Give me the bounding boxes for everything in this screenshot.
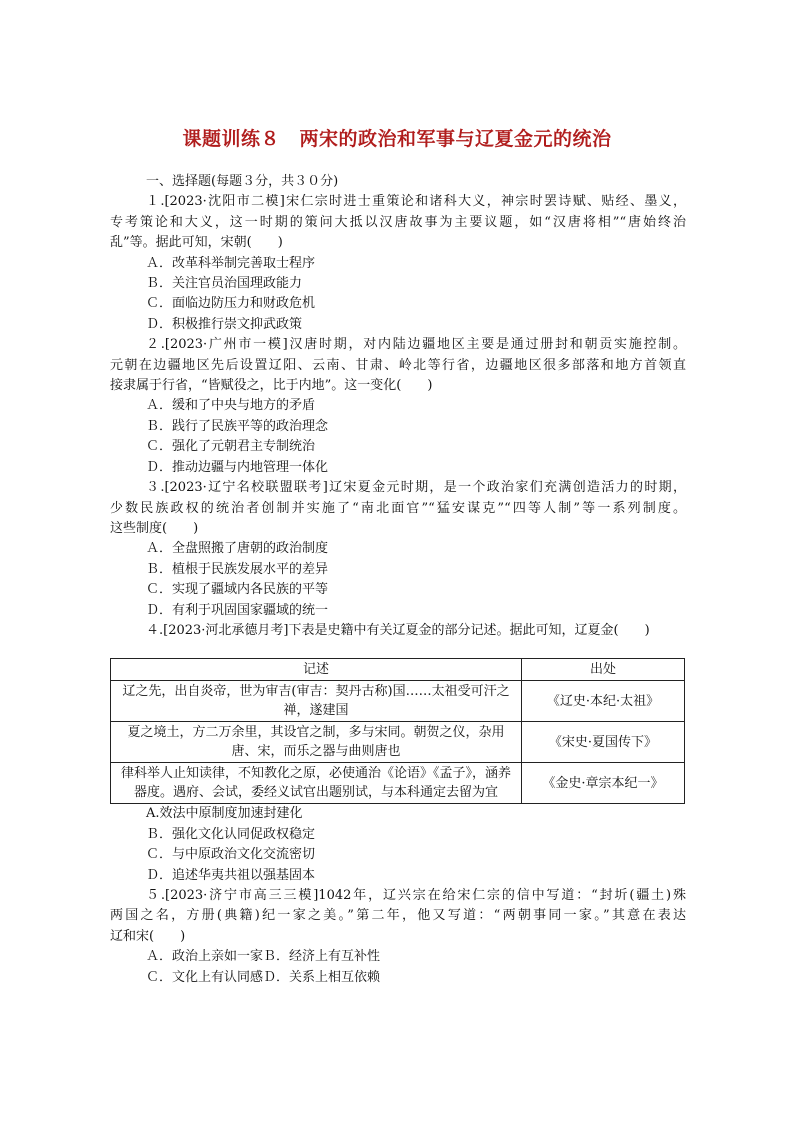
answer-option-b: Ｂ．践行了民族平等的政治理念 xyxy=(146,418,329,434)
answer-options-cd: Ｃ．文化上有认同感Ｄ．关系上相互依赖 xyxy=(146,969,381,985)
answer-options-ab: Ａ．政治上亲如一家Ｂ．经济上有互补性 xyxy=(146,949,381,965)
table-cell-source: 《金史·章宗本纪一》 xyxy=(522,763,685,804)
answer-option-d: Ｄ．有利于巩固国家疆域的统一 xyxy=(146,602,329,618)
answer-option-b: Ｂ．关注官员治国理政能力 xyxy=(146,276,303,292)
table-cell-description: 夏之境土，方二万余里，其设官之制，多与宋同。朝贺之仪，杂用唐、宋，而乐之器与曲则唐也 xyxy=(111,722,522,763)
table-cell-description: 辽之先，出自炎帝，世为审吉(审吉：契丹古称)国……太祖受可汗之禅，遂建国 xyxy=(111,681,522,722)
table-row xyxy=(111,722,685,763)
question-text-line: ５.[2023·济宁市高三三模]1042年，辽兴宗在给宋仁宗的信中写道：“封圻(疆土)殊 xyxy=(146,887,686,903)
question-text-line: 两国之名，方册(典籍)纪一家之美。”第二年，他又写道：“两朝事同一家。”其意在表达 xyxy=(110,908,686,924)
table-row xyxy=(111,681,685,722)
answer-option-a: Ａ．改革科举制完善取士程序 xyxy=(146,255,316,271)
question-5 xyxy=(110,886,686,988)
question-2 xyxy=(110,335,686,478)
table-cell-source: 《宋史·夏国传下》 xyxy=(522,722,685,763)
question-3 xyxy=(110,478,686,621)
table-header-source: 出处 xyxy=(522,659,685,681)
question-text-line: 少数民族政权的统治者创制并实施了“南北面官”“猛安谋克”“四等人制”等一系列制度。 xyxy=(110,500,686,516)
answer-option-c: Ｃ．强化了元朝君主专制统治 xyxy=(146,439,316,455)
section-heading: 一、选择题(每题３分，共３０分) xyxy=(146,174,339,189)
question-text-line: 这些制度( ) xyxy=(110,520,199,536)
answer-option-d: Ｄ．追述华夷共祖以强基固本 xyxy=(146,867,316,883)
answer-option-c: Ｃ．实现了疆域内各民族的平等 xyxy=(146,582,329,598)
answer-option-a: Ａ．全盘照搬了唐朝的政治制度 xyxy=(146,541,329,557)
answer-option-b: Ｂ．植根于民族发展水平的差异 xyxy=(146,561,329,577)
question-text-line: 元朝在边疆地区先后设置辽阳、云南、甘肃、岭北等行省，边疆地区很多部落和地方首领直 xyxy=(110,357,686,373)
question-text-line: 乱”等。据此可知，宋朝( ) xyxy=(110,235,283,251)
answer-option-a: Ａ．缓和了中央与地方的矛盾 xyxy=(146,398,316,414)
table-row xyxy=(111,763,685,804)
question-text-line: １.[2023·沈阳市二模]宋仁宗时进士重策论和诸科大义，神宗时罢诗赋、贴经、墨义， xyxy=(146,194,686,210)
table-header-description: 记述 xyxy=(111,659,522,681)
question-text-line: ２.[2023·广州市一模]汉唐时期，对内陆边疆地区主要是通过册封和朝贡实施控制。 xyxy=(146,337,686,353)
question-1 xyxy=(110,192,686,335)
answer-option-a: A.效法中原制度加速封建化 xyxy=(146,806,303,822)
question-text-line: 专考策论和大义，这一时期的策问大抵以汉唐故事为主要议题，如“汉唐将相”“唐始终治 xyxy=(110,214,686,230)
answer-option-c: Ｃ．与中原政治文化交流密切 xyxy=(146,847,316,863)
answer-option-d: Ｄ．积极推行崇文抑武政策 xyxy=(146,316,303,332)
question-text-line: 辽和宋( ) xyxy=(110,928,186,944)
page-title: 课题训练８ 两宋的政治和军事与辽夏金元的统治 xyxy=(182,128,612,150)
table-header-row xyxy=(111,659,685,681)
answer-option-c: Ｃ．面临边防压力和财政危机 xyxy=(146,296,316,312)
question-text-line: ３.[2023·辽宁名校联盟联考]辽宋夏金元时期，是一个政治家们充满创造活力的时期， xyxy=(146,480,686,496)
question-text-line: 接隶属于行省，“皆赋役之，比于内地”。这一变化( ) xyxy=(110,378,433,394)
question-text-line: ４.[2023·河北承德月考]下表是史籍中有关辽夏金的部分记述。据此可知，辽夏金( ) xyxy=(146,622,650,638)
source-table xyxy=(110,658,685,804)
question-4 xyxy=(110,621,686,886)
answer-option-b: Ｂ．强化文化认同促政权稳定 xyxy=(146,826,316,842)
table-cell-description: 律科举人止知读律，不知教化之原，必使通治《论语》《孟子》，涵养器度。遇府、会试，委经义试官出题别试，与本科通定去留为宜 xyxy=(111,763,522,804)
answer-option-d: Ｄ．推动边疆与内地管理一体化 xyxy=(146,459,329,475)
question-content xyxy=(110,172,686,988)
table-cell-source: 《辽史·本纪·太祖》 xyxy=(522,681,685,722)
